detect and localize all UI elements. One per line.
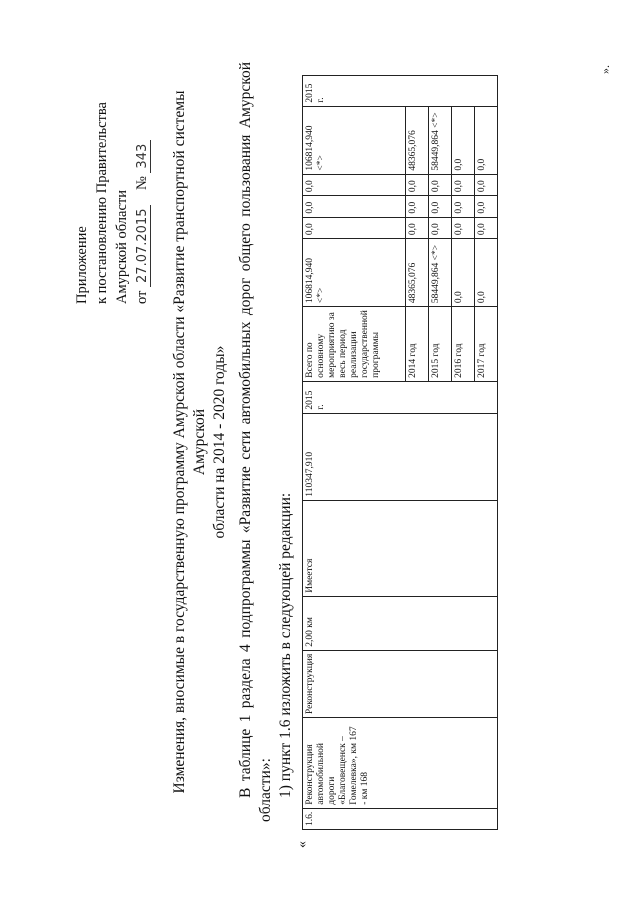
amendment-table [302, 75, 498, 830]
approval-heading: Приложение [74, 226, 90, 304]
total-cell: 48365,076 [406, 239, 429, 307]
approval-date: 27.07.2015 [135, 205, 151, 287]
object-name: Реконструкция автомобильной дороги «Благовещенск – Гомелевка», км 167 - км 168 [303, 718, 498, 809]
date-prefix: от [134, 290, 150, 304]
title-line-2: области на 2014 - 2020 годы» [211, 345, 228, 539]
regional-cell: 0,0 [406, 196, 429, 218]
other-cell: 0,0 [452, 106, 475, 174]
other-cell: 106814,940 <*> [303, 106, 406, 174]
federal-cell: 0,0 [429, 217, 452, 239]
total-cell: 0,0 [452, 239, 475, 307]
local-cell: 0,0 [452, 174, 475, 196]
last-year: 2015 г. [303, 76, 498, 107]
table-row [303, 76, 406, 830]
federal-cell: 0,0 [475, 217, 498, 239]
local-cell: 0,0 [406, 174, 429, 196]
federal-cell: 0,0 [452, 217, 475, 239]
total-cell: 106814,940 <*> [303, 239, 406, 307]
regional-cell: 0,0 [303, 196, 406, 218]
approval-date-line [132, 54, 153, 304]
local-cell: 0,0 [475, 174, 498, 196]
quote-open: « [295, 841, 310, 848]
total-cell: 0,0 [475, 239, 498, 307]
item-number: 1.6. [303, 808, 498, 829]
approval-region: Амурской области [114, 190, 130, 304]
length: 2,00 км [303, 596, 498, 650]
local-cell: 0,0 [429, 174, 452, 196]
total-cell: 58449,864 <*> [429, 239, 452, 307]
federal-cell: 0,0 [303, 217, 406, 239]
period-cell: 2015 год [429, 307, 452, 382]
period-cell: 2016 год [452, 307, 475, 382]
other-cell: 58449,864 <*> [429, 106, 452, 174]
regional-cell: 0,0 [452, 196, 475, 218]
intro-paragraph: В таблице 1 раздела 4 подпрограммы «Развитие сети автомобильных дорог общего пользования Амурской области»: [237, 62, 274, 822]
approval-resolution: к постановлению Правительства [94, 102, 110, 304]
document-title [170, 62, 230, 822]
number-prefix: № [134, 176, 150, 191]
point-1: 1) пункт 1.6 изложить в следующей редакции: [277, 492, 294, 798]
local-cell: 0,0 [303, 174, 406, 196]
documentation: Имеется [303, 500, 498, 596]
approval-number: 343 [135, 140, 151, 173]
cost: 110347,910 [303, 413, 498, 500]
quote-close: ». [598, 65, 612, 74]
regional-cell: 0,0 [475, 196, 498, 218]
period-cell: 2017 год [475, 307, 498, 382]
year: 2015 г. [303, 381, 498, 413]
other-cell: 0,0 [475, 106, 498, 174]
period-cell: 2014 год [406, 307, 429, 382]
title-line-1: Изменения, вносимые в государственную программу Амурской области «Развитие транспортной системы Амурской [171, 90, 208, 794]
other-cell: 48365,076 [406, 106, 429, 174]
work-type: Реконструкция [303, 650, 498, 717]
period-cell: Всего по основному мероприятию за весь период реализации государственной программы [303, 307, 406, 382]
regional-cell: 0,0 [429, 196, 452, 218]
approval-block [72, 54, 153, 304]
federal-cell: 0,0 [406, 217, 429, 239]
document-sheet [20, 22, 620, 882]
